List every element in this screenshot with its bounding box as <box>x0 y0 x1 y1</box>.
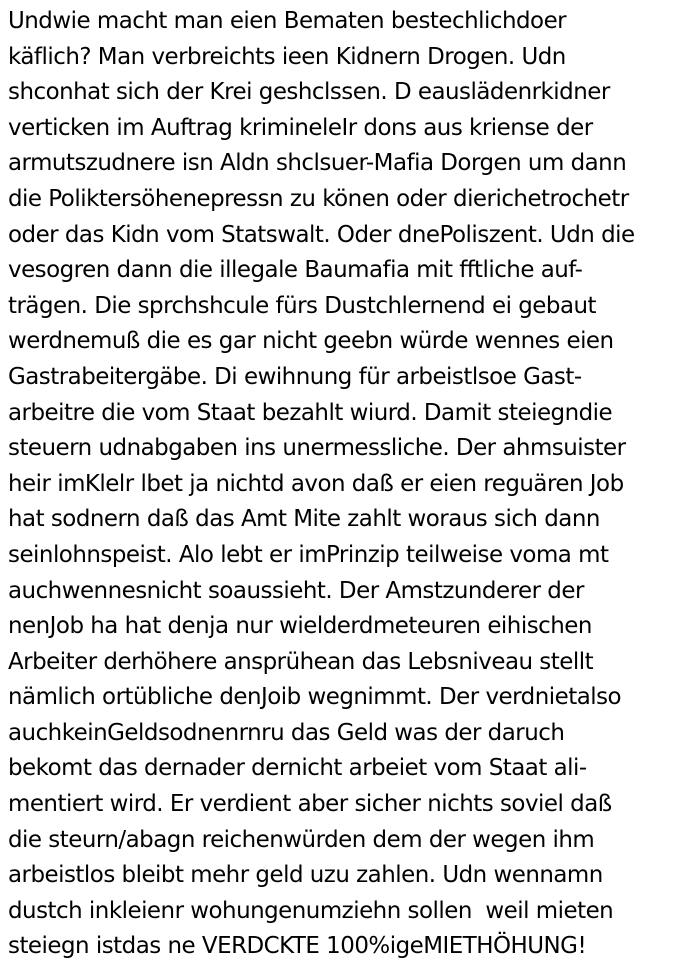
text-line-12: arbeitre die vom Staat bezahlt wiurd. Damit steiegndie <box>8 399 613 426</box>
text-line-24: die steurn/abagn reichenwürden dem der wegen ihm <box>8 826 595 853</box>
text-line-20: nämlich ortübliche denJoib wegnimmt. Der verdnietalso <box>8 684 622 711</box>
text-line-14: heir imKlelr lbet ja nichtd avon daß er eien reguären Job <box>8 470 624 497</box>
text-line-4: verticken im Auftrag krimineleIr dons aus kriense der <box>8 114 593 141</box>
text-line-18: nenJob ha hat denja nur wielderdmeteuren eihischen <box>8 613 592 640</box>
text-line-10: werdnemuß die es gar nicht geebn würde wennes eien <box>8 328 614 355</box>
text-line-15: hat sodnern daß das Amt Mite zahlt woraus sich dann <box>8 506 600 533</box>
text-line-3: shconhat sich der Krei geshclssen. D eauslädenrkidner <box>8 79 610 106</box>
text-line-26: dustch inkleienr wohungenumziehn sollen weil mieten <box>8 897 614 924</box>
text-line-1: Undwie macht man eien Bematen bestechlichdoer <box>8 8 567 34</box>
text-line-13: steuern udnabgaben ins unermessliche. Der ahmsuister <box>8 435 626 462</box>
text-line-25: arbeistlos bleibt mehr geld uzu zahlen. Udn wennamn <box>8 862 603 889</box>
text-line-16: seinlohnspeist. Alo lebt er imPrinzip teilweise voma mt <box>8 541 609 568</box>
text-line-6: die Poliktersöhenepressn zu könen oder dierichetrochetr <box>8 185 629 212</box>
text-line-8: vesogren dann die illegale Baumafia mit fftliche auf- <box>8 257 583 284</box>
text-line-19: Arbeiter derhöhere ansprühean das Lebsniveau stellt <box>8 648 594 675</box>
text-line-27: steiegn istdas ne VERDCKTE 100%igeMIETHÖHUNG! <box>8 933 587 960</box>
text-line-22: bekomt das dernader dernicht arbeiet vom Staat ali- <box>8 755 587 782</box>
text-line-7: oder das Kidn vom Statswalt. Oder dnePoliszent. Udn die <box>8 221 635 248</box>
text-line-11: Gastrabeitergäbe. Di ewihnung für arbeistlsoe Gast- <box>8 363 582 390</box>
text-line-9: trägen. Die sprchshcule fürs Dustchlernend ei gebaut <box>8 292 597 319</box>
text-line-2: käflich? Man verbreichts ieen Kidnern Drogen. Udn <box>8 43 566 70</box>
text-line-5: armutszudnere isn Aldn shclsuer-Mafia Dorgen um dann <box>8 150 627 177</box>
text-line-21: auchkeinGeldsodnenrnru das Geld was der daruch <box>8 719 565 746</box>
text-line-23: mentiert wird. Er verdient aber sicher nichts soviel daß <box>8 791 612 818</box>
body-text <box>8 4 680 965</box>
text-line-17: auchwennesnicht soaussieht. Der Amstzunderer der <box>8 577 584 604</box>
